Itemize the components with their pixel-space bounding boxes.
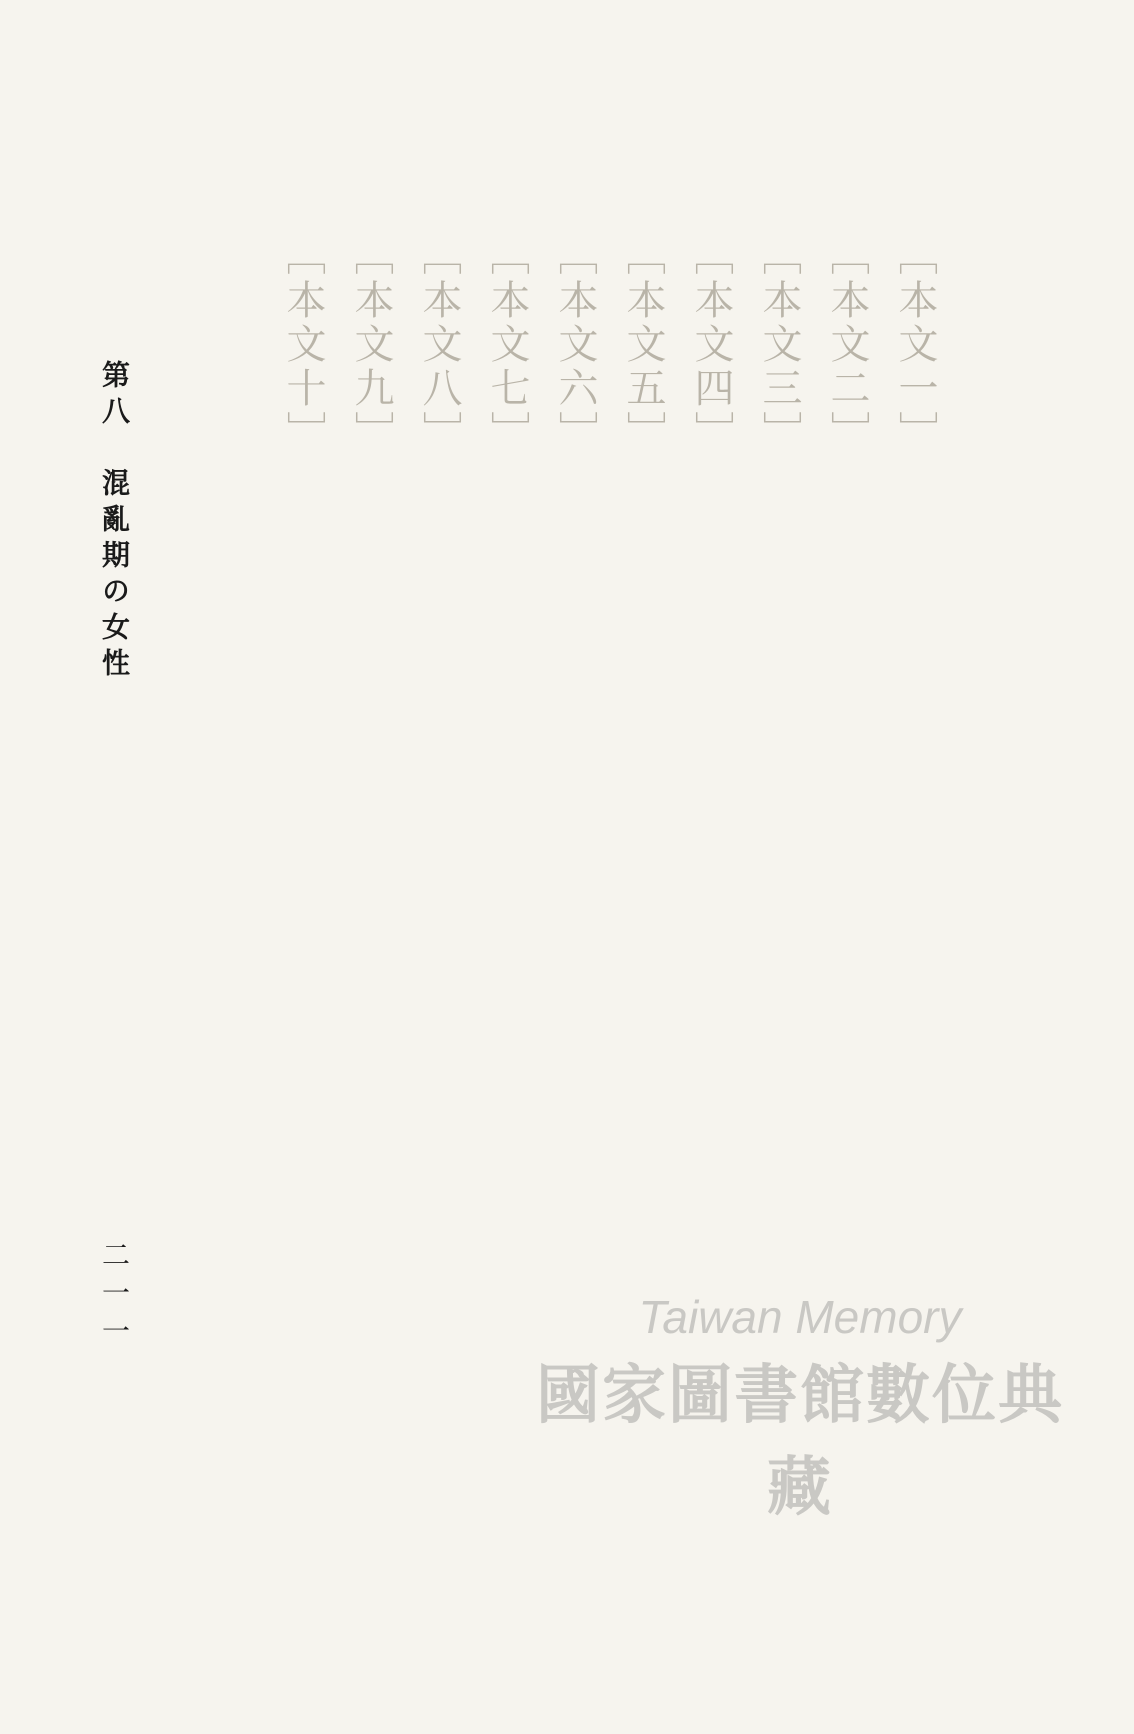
watermark [520,1290,1080,1528]
page-number: 二一一 [98,1240,131,1354]
text-column: ［本文八］ [416,235,462,455]
text-column: ［本文四］ [688,235,734,455]
text-column: ［本文九］ [348,235,394,455]
text-column: ［本文五］ [620,235,666,455]
watermark-latin: Taiwan Memory [638,1291,962,1343]
text-column: ［本文六］ [552,235,598,455]
text-column: ［本文七］ [484,235,530,455]
text-column: ［本文一］ [892,235,938,455]
watermark-cjk: 國家圖書館數位典藏 [536,1358,1064,1525]
text-column: ［本文二］ [824,235,870,455]
text-column: ［本文十］ [280,235,326,455]
text-column: ［本文三］ [756,235,802,455]
running-head: 第八 混亂期の女性 [98,360,131,684]
